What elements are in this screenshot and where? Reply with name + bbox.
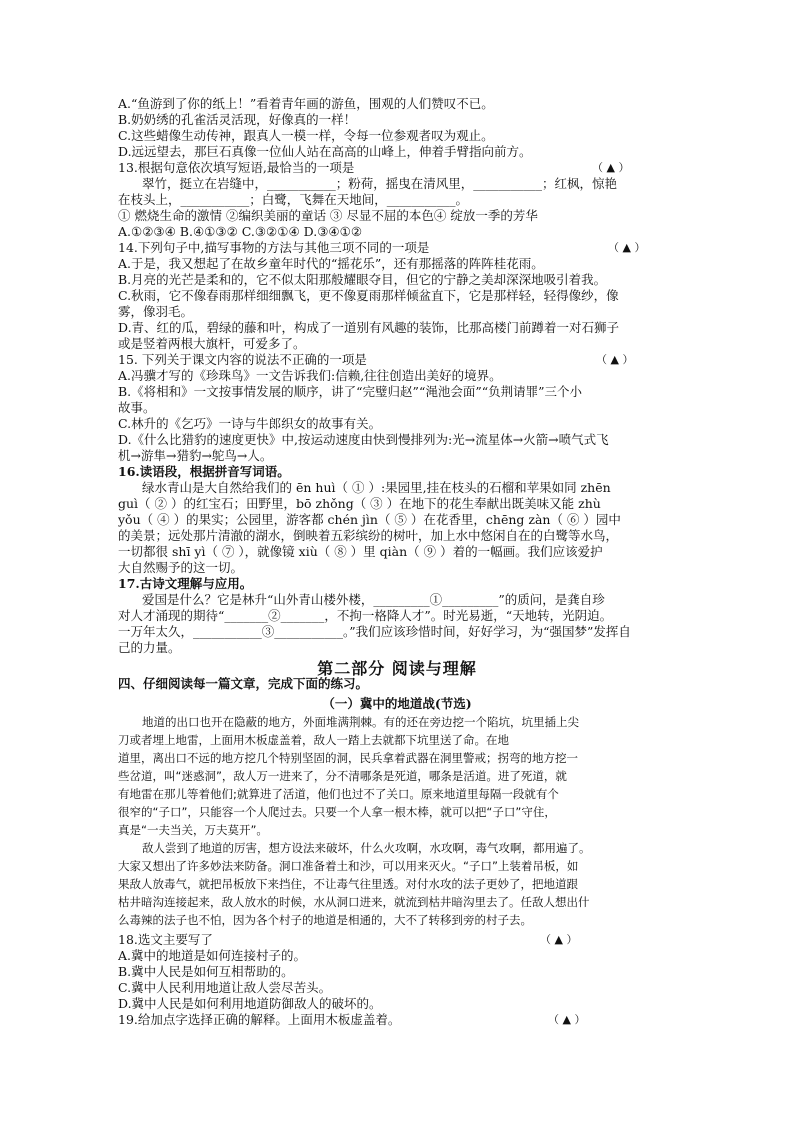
article-p2-line5: 么毒辣的法子也不怕，因为各个村子的地道是相通的，大不了转移到旁的村子去。 bbox=[118, 913, 532, 927]
section-title: 第二部分 阅读与理解 bbox=[317, 659, 477, 678]
q14-option-d-cont: 或是竖着两根大旗杆，可爱多了。 bbox=[118, 336, 306, 351]
q16-text-line5: 一切都很 shī yì（ ⑦ ），就像镜 xiù（ ⑧ ）里 qiàn（ ⑨ ）着的一幅画。我们应该爱护 bbox=[118, 544, 603, 559]
article-p2-line3: 果敌人放毒气，就把吊板放下来挡住，不让毒气往里透。对付水攻的法子更妙了，把地道跟 bbox=[118, 877, 578, 891]
q15-option-c: C.林升的《乞巧》一诗与牛郎织女的故事有关。 bbox=[118, 416, 382, 431]
q15-option-b-cont: 故事。 bbox=[118, 400, 156, 415]
q15-option-d: D.《什么比猎豹的速度更快》中,按运动速度由快到慢排列为:光→流星体→火箭→喷气式飞 bbox=[118, 432, 609, 447]
q18-option-d: D.冀中人民是如何利用地道防御敌人的破坏的。 bbox=[118, 996, 382, 1011]
q14-stem: 14.下列句子中,描写事物的方法与其他三项不同的一项是 bbox=[118, 240, 430, 255]
q18-option-b: B.冀中人民是如何互相帮助的。 bbox=[118, 964, 294, 979]
article-p2-line4: 枯井暗沟连接起来，敌人放水的时候，水从洞口进来，就流到枯井暗沟里去了。任敌人想出什 bbox=[118, 895, 590, 909]
article-p1-line3: 道里，离出口不远的地方挖几个特别坚固的洞，民兵拿着武器在洞里警戒；拐弯的地方挖一 bbox=[118, 751, 578, 765]
q16-heading: 16.读语段，根据拼音写词语。 bbox=[118, 464, 290, 479]
q13-answer-mark: （ ▲ ） bbox=[592, 161, 630, 174]
q16-text-line6: 大自然赐予的这一切。 bbox=[118, 560, 244, 575]
article-p1-line5: 有地雷在那儿等着他们;就算进了活道，他们也过不了关口。原来地道里每隔一段就有个 bbox=[118, 787, 559, 801]
q14-option-c: C.秋雨，它不像春雨那样细细飘飞，更不像夏雨那样倾盆直下，它是那样轻，轻得像纱，像 bbox=[118, 288, 619, 303]
article-p1-line4: 些岔道，叫“迷惑洞”，敌人万一进来了，分不清哪条是死道，哪条是活道。进了死道，就 bbox=[118, 769, 567, 783]
q14-option-a: A.于是，我又想起了在故乡童年时代的“摇花乐”，还有那摇落的阵阵桂花雨。 bbox=[118, 256, 544, 271]
q14-answer-mark: （ ▲ ） bbox=[608, 241, 646, 254]
q18-option-c: C.冀中人民利用地道让敌人尝尽苦头。 bbox=[118, 980, 332, 995]
article-p1-line7: 真是“一夫当关，万夫莫开”。 bbox=[118, 823, 268, 837]
q16-text-line4: 的美景；远处那片清澈的湖水，倒映着五彩缤纷的树叶，加上水中悠闲自在的白鹭等水鸟， bbox=[118, 528, 619, 543]
q18-stem: 18.选文主要写了 bbox=[118, 932, 213, 947]
q15-answer-mark: （ ▲ ） bbox=[596, 353, 634, 366]
q19-answer-mark: （ ▲ ） bbox=[548, 1013, 586, 1026]
q13-text-line2: 在枝头上，___________；白鹭，飞舞在天地间，___________。 bbox=[118, 192, 469, 207]
q18-answer-mark: （ ▲ ） bbox=[540, 933, 578, 946]
q13-phrases: ① 燃烧生命的激情 ②编织美丽的童话 ③ 尽显不屈的本色④ 绽放一季的芳华 bbox=[118, 208, 538, 223]
q13-stem: 13.根据句意依次填写短语,最恰当的一项是 bbox=[118, 160, 355, 175]
q12-option-c: C.这些蜡像生动传神，跟真人一模一样，令每一位参观者叹为观止。 bbox=[118, 128, 494, 143]
q16-text-line1: 绿水青山是大自然给我们的 ēn huì（ ① ）:果园里,挂在枝头的石榴和苹果如同 zhēn bbox=[142, 480, 611, 495]
q17-text-line1: 爱国是什么？它是林升“山外青山楼外楼，_________①_________”的质问，是龚自珍 bbox=[142, 592, 605, 607]
article-p1-line1: 地道的出口也开在隐蔽的地方，外面堆满荆棘。有的还在旁边挖一个陷坑，坑里插上尖 bbox=[142, 715, 579, 729]
q13-choices: A.①②③④ B.④①③② C.③②①④ D.③④①② bbox=[118, 224, 363, 239]
q17-text-line2: 对人才涌现的期待“_______②_______，不拘一格降人才”。时光易逝，“天地转，光阴迫。 bbox=[118, 608, 613, 623]
q12-option-a: A.“鱼游到了你的纸上！”看着青年画的游鱼，围观的人们赞叹不已。 bbox=[118, 96, 494, 111]
article-p2-line2: 大家又想出了许多妙法来防备。洞口准备着土和沙，可以用来灭火。“子口”上装着吊板，如 bbox=[118, 859, 579, 873]
q19-stem: 19.给加点字选择正确的解释。上面用木板虚盖着。 bbox=[118, 1012, 401, 1027]
q18-option-a: A.冀中的地道是如何连接村子的。 bbox=[118, 948, 307, 963]
q16-text-line2: guì（ ② ）的红宝石；田野里，bō zhǒng（ ③ ）在地下的花生奉献出既美味又能 zhù bbox=[118, 496, 601, 511]
q14-option-b: B.月亮的光芒是柔和的，它不似太阳那般耀眼夺目，但它的宁静之美却深深地吸引着我。 bbox=[118, 272, 607, 287]
q12-option-d: D.远远望去，那巨石真像一位仙人站在高高的山峰上，伸着手臂指向前方。 bbox=[118, 144, 532, 159]
q15-option-a: A.冯骥才写的《珍珠鸟》一文告诉我们:信赖,往往创造出美好的境界。 bbox=[118, 368, 502, 383]
q15-stem: 15. 下列关于课文内容的说法不正确的一项是 bbox=[118, 352, 367, 367]
article-p1-line6: 很窄的“子口”，只能容一个人爬过去。只要一个人拿一根木棒，就可以把“子口”守住， bbox=[118, 805, 556, 819]
article-p2-line1: 敌人尝到了地道的厉害，想方设法来破坏，什么火攻啊，水攻啊，毒气攻啊，都用遍了。 bbox=[142, 841, 591, 855]
q17-text-line4: 己的力量。 bbox=[118, 640, 181, 655]
article-title: （一）冀中的地道战(节选) bbox=[322, 696, 472, 711]
q15-option-d-cont: 机→游隼→猎豹→鸵鸟→人。 bbox=[118, 448, 273, 463]
q14-option-c-cont: 雾，像羽毛。 bbox=[118, 304, 194, 319]
q17-heading: 17.古诗文理解与应用。 bbox=[118, 576, 253, 591]
q14-option-d: D.青、红的瓜，碧绿的藤和叶，构成了一道别有风趣的装饰，比那高楼门前蹲着一对石狮子 bbox=[118, 320, 620, 335]
q15-option-b: B.《将相和》一文按事情发展的顺序，讲了“完璧归赵”“渑池会面”“负荆请罪”三个小 bbox=[118, 384, 583, 399]
q12-option-b: B.奶奶绣的孔雀活灵活现，好像真的一样！ bbox=[118, 112, 357, 127]
q13-text-line1: 翠竹，挺立在岩缝中，___________；粉荷，摇曳在清风里，___________；红枫，惊艳 bbox=[142, 176, 618, 191]
part-four-heading: 四、仔细阅读每一篇文章，完成下面的练习。 bbox=[118, 676, 369, 691]
article-p1-line2: 刀或者埋上地雷，上面用木板虚盖着，敌人一踏上去就都下坑里送了命。在地 bbox=[118, 733, 509, 747]
q17-text-line3: 一万年太久，___________③___________。”我们应该珍惜时间，好好学习，为“强国梦”发挥自 bbox=[118, 624, 631, 639]
q16-text-line3: yǒu（ ④ ）的果实；公园里，游客都 chén jìn（ ⑤ ）在花香里，chēng zàn（ ⑥ ）园中 bbox=[118, 512, 621, 527]
